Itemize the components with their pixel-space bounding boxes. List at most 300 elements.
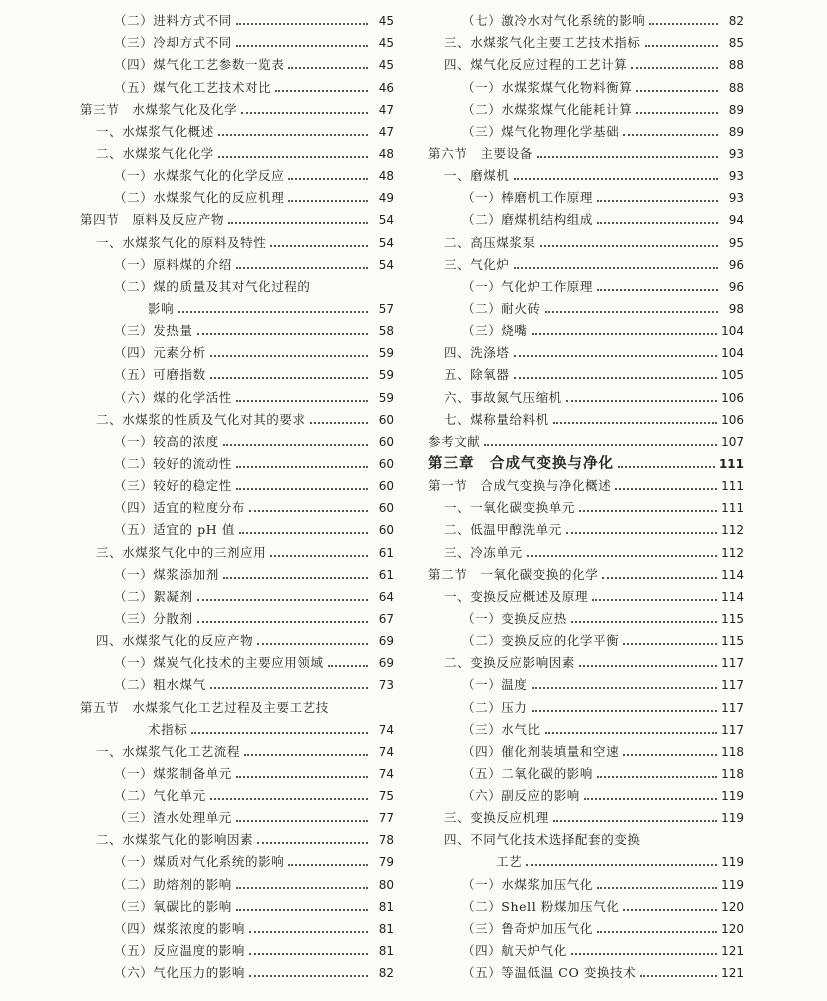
- toc-entry-title: （四）航天炉气化: [462, 943, 567, 959]
- toc-entry-title: （二）絮凝剂: [114, 588, 193, 604]
- dot-leader: [236, 820, 368, 822]
- dot-leader: [597, 887, 717, 889]
- toc-page-number: 61: [378, 545, 394, 560]
- toc-entry-title: （六）副反应的影响: [462, 788, 580, 804]
- toc-page-number: 115: [721, 634, 744, 649]
- toc-page-number: 69: [378, 634, 394, 649]
- dot-leader: [223, 444, 368, 446]
- toc-page-number: 60: [378, 434, 394, 449]
- toc-page-number: 104: [721, 324, 744, 339]
- toc-entry-title: 四、不同气化技术选择配套的变换: [444, 832, 641, 848]
- toc-entry: [80, 272, 394, 294]
- dot-leader: [210, 355, 368, 357]
- toc-entry: [80, 515, 394, 537]
- toc-entry-title: （三）烧嘴: [462, 323, 528, 339]
- toc-entry: [428, 95, 744, 117]
- toc-entry: [80, 537, 394, 559]
- toc-entry-title: （一）煤炭气化技术的主要应用领域: [114, 655, 324, 671]
- dot-leader: [532, 687, 718, 689]
- dot-leader: [623, 909, 717, 911]
- toc-entry-title: （四）催化剂装填量和空速: [462, 743, 620, 759]
- toc-entry-title: （二）水煤浆气化的反应机理: [114, 190, 285, 206]
- toc-entry-title: （二）耐火砖: [462, 300, 541, 316]
- toc-page-number: 94: [728, 213, 744, 228]
- toc-entry: [80, 493, 394, 515]
- toc-entry: [80, 869, 394, 891]
- dot-leader: [249, 953, 368, 955]
- toc-entry: [428, 205, 744, 227]
- toc-page-number: 74: [378, 766, 394, 781]
- toc-entry: [80, 471, 394, 493]
- dot-leader: [288, 67, 368, 69]
- toc-entry-title: （五）反应温度的影响: [114, 943, 246, 959]
- toc-entry-title: 五、除氧器: [444, 367, 510, 383]
- toc-page-number: 78: [378, 833, 394, 848]
- toc-entry: [80, 316, 394, 338]
- toc-entry-title: （二）进料方式不同: [114, 13, 232, 29]
- toc-entry-title: （三）分散剂: [114, 610, 193, 626]
- toc-page-number: 112: [721, 545, 744, 560]
- dot-leader: [553, 820, 717, 822]
- dot-leader: [288, 178, 368, 180]
- toc-entry: [80, 338, 394, 360]
- dot-leader: [236, 466, 368, 468]
- toc-page-number: 119: [721, 789, 744, 804]
- toc-entry-title: （四）煤气化工艺参数一览表: [114, 57, 285, 73]
- toc-page-number: 67: [378, 611, 394, 626]
- dot-leader: [249, 510, 368, 512]
- dot-leader: [615, 488, 717, 490]
- toc-entry-title: 六、事故氮气压缩机: [444, 389, 562, 405]
- toc-entry-title: 第六节 主要设备: [428, 145, 533, 161]
- toc-page-number: 59: [378, 390, 394, 405]
- dot-leader: [602, 577, 717, 579]
- toc-entry-title: 第一节 合成气变换与净化概述: [428, 478, 612, 494]
- toc-page-number: 93: [728, 169, 744, 184]
- toc-entry-title: （二）磨煤机结构组成: [462, 212, 594, 228]
- toc-entry-title: （六）气化压力的影响: [114, 965, 246, 981]
- toc-entry-title: （二）助熔剂的影响: [114, 876, 232, 892]
- toc-entry: [80, 161, 394, 183]
- toc-entry-title: （二）水煤浆煤气化能耗计算: [462, 101, 633, 117]
- toc-entry-title: （二）压力: [462, 699, 528, 715]
- toc-entry-title: （三）渣水处理单元: [114, 810, 232, 826]
- toc-page-number: 54: [378, 235, 394, 250]
- toc-page-number: 89: [728, 102, 744, 117]
- toc-entry-title: 三、水煤浆气化主要工艺技术指标: [444, 35, 641, 51]
- toc-page-number: 57: [378, 301, 394, 316]
- dot-leader: [191, 732, 368, 734]
- toc-entry: [80, 50, 394, 72]
- dot-leader: [527, 555, 717, 557]
- toc-page-number: 60: [378, 412, 394, 427]
- dot-leader: [270, 245, 368, 247]
- toc-entry-title: （三）水气比: [462, 721, 541, 737]
- dot-leader: [288, 200, 368, 202]
- toc-entry-title: （二）较好的流动性: [114, 455, 232, 471]
- toc-entry-title: （三）氧碳比的影响: [114, 898, 232, 914]
- toc-page-number: 45: [378, 14, 394, 29]
- toc-entry-title: （五）可磨指数: [114, 367, 206, 383]
- dot-leader: [584, 798, 717, 800]
- toc-entry: [80, 95, 394, 117]
- toc-entry-title: （七）激冷水对气化系统的影响: [462, 13, 646, 29]
- toc-page-number: 85: [728, 36, 744, 51]
- toc-entry-title: 一、一氧化碳变换单元: [444, 500, 576, 516]
- toc-page-number: 73: [378, 678, 394, 693]
- toc-page-number: 107: [721, 434, 744, 449]
- toc-page-number: 79: [378, 855, 394, 870]
- toc-entry-title: 二、高压煤浆泵: [444, 234, 536, 250]
- toc-entry-title: （一）煤质对气化系统的影响: [114, 854, 285, 870]
- toc-entry: [428, 294, 744, 316]
- toc-entry-title: （四）元素分析: [114, 345, 206, 361]
- dot-leader: [623, 643, 717, 645]
- dot-leader: [645, 45, 718, 47]
- toc-entry: [428, 382, 744, 404]
- dot-leader: [270, 555, 368, 557]
- dot-leader: [218, 156, 368, 158]
- toc-entry: [80, 692, 394, 714]
- toc-entry: [428, 50, 744, 72]
- toc-entry: [80, 892, 394, 914]
- toc-page-number: 121: [721, 944, 744, 959]
- toc-page-number: 54: [378, 213, 394, 228]
- toc-entry-title: 一、水煤浆气化工艺流程: [96, 743, 241, 759]
- toc-page-number: 111: [721, 501, 744, 516]
- toc-entry-title: 第五节 水煤浆气化工艺过程及主要工艺技: [80, 699, 329, 715]
- toc-page-number: 60: [378, 479, 394, 494]
- toc-entry: [80, 737, 394, 759]
- toc-entry: [80, 626, 394, 648]
- toc-entry: [80, 294, 394, 316]
- toc-page-number: 48: [378, 146, 394, 161]
- toc-entry: [428, 338, 744, 360]
- toc-entry-title: 三、气化炉: [444, 256, 510, 272]
- toc-entry: [80, 781, 394, 803]
- toc-entry-title: 工艺: [496, 854, 523, 870]
- toc-entry-title: （一）棒磨机工作原理: [462, 190, 594, 206]
- toc-entry: [428, 139, 744, 161]
- toc-page-number: 96: [728, 279, 744, 294]
- dot-leader: [571, 953, 717, 955]
- toc-entry-title: （三）较好的稳定性: [114, 478, 232, 494]
- toc-entry-title: （四）适宜的粒度分布: [114, 500, 246, 516]
- toc-entry-title: （二）Shell 粉煤加压气化: [462, 898, 620, 914]
- toc-entry-title: （二）气化单元: [114, 788, 206, 804]
- toc-page-number: 98: [728, 301, 744, 316]
- toc-entry: [428, 869, 744, 891]
- dot-leader: [236, 23, 368, 25]
- toc-entry-title: （一）煤浆制备单元: [114, 765, 232, 781]
- toc-entry: [428, 493, 744, 515]
- toc-entry-title: 二、低温甲醇洗单元: [444, 522, 562, 538]
- dot-leader: [249, 975, 368, 977]
- toc-page-number: 96: [728, 257, 744, 272]
- dot-leader: [514, 267, 718, 269]
- toc-page-number: 81: [378, 921, 394, 936]
- toc-entry-title: （一）原料煤的介绍: [114, 256, 232, 272]
- toc-entry-title: 一、水煤浆气化的原料及特性: [96, 234, 267, 250]
- toc-page-number: 117: [721, 678, 744, 693]
- toc-page-number: 61: [378, 567, 394, 582]
- toc-page-number: 105: [721, 368, 744, 383]
- toc-page-number: 117: [721, 656, 744, 671]
- toc-entry: [80, 360, 394, 382]
- toc-entry: [428, 250, 744, 272]
- toc-entry: [428, 6, 744, 28]
- dot-leader: [597, 200, 718, 202]
- dot-leader: [223, 577, 368, 579]
- toc-entry-title: （二）变换反应的化学平衡: [462, 633, 620, 649]
- toc-page-number: 106: [721, 412, 744, 427]
- toc-entry-title: 四、水煤浆气化的反应产物: [96, 633, 254, 649]
- dot-leader: [210, 798, 368, 800]
- toc-page-number: 114: [721, 589, 744, 604]
- toc-entry-title: （四）煤浆浓度的影响: [114, 920, 246, 936]
- toc-entry-title: （一）水煤浆煤气化物料衡算: [462, 79, 633, 95]
- toc-entry: [428, 537, 744, 559]
- toc-entry-title: （五）等温低温 CO 变换技术: [462, 965, 637, 981]
- toc-entry-title: （六）煤的化学活性: [114, 389, 232, 405]
- dot-leader: [532, 710, 718, 712]
- dot-leader: [597, 289, 718, 291]
- toc-entry-title: 一、水煤浆气化概述: [96, 123, 214, 139]
- dot-leader: [178, 311, 368, 313]
- dot-leader: [197, 333, 368, 335]
- dot-leader: [257, 643, 368, 645]
- toc-entry-title: 四、煤气化反应过程的工艺计算: [444, 57, 628, 73]
- toc-entry-title: 第三节 水煤浆气化及化学: [80, 101, 238, 117]
- toc-page-number: 64: [378, 589, 394, 604]
- toc-entry: [80, 28, 394, 50]
- toc-entry: [428, 72, 744, 94]
- toc-entry-title: （五）二氧化碳的影响: [462, 765, 594, 781]
- dot-leader: [310, 422, 368, 424]
- toc-entry: [80, 958, 394, 980]
- dot-leader: [197, 621, 368, 623]
- toc-entry: [428, 427, 744, 449]
- toc-page-number: 118: [721, 766, 744, 781]
- dot-leader: [640, 975, 717, 977]
- dot-leader: [623, 134, 718, 136]
- toc-page-number: 58: [378, 324, 394, 339]
- toc-entry: [80, 139, 394, 161]
- toc-entry-title: （一）温度: [462, 677, 528, 693]
- toc-page-number: 48: [378, 169, 394, 184]
- toc-entry: [428, 117, 744, 139]
- toc-page-number: 81: [378, 944, 394, 959]
- dot-leader: [553, 422, 717, 424]
- toc-entry: [80, 427, 394, 449]
- toc-entry-title: 第二节 一氧化碳变换的化学: [428, 566, 599, 582]
- toc-page-number: 119: [721, 855, 744, 870]
- toc-entry-title: （一）较高的浓度: [114, 433, 219, 449]
- toc-page-number: 111: [718, 456, 744, 471]
- toc-entry: [428, 405, 744, 427]
- toc-entry-title: 七、煤称量给料机: [444, 411, 549, 427]
- dot-leader: [566, 400, 717, 402]
- toc-entry-title: 二、水煤浆气化的影响因素: [96, 832, 254, 848]
- toc-entry: [80, 604, 394, 626]
- toc-entry-title: （二）粗水煤气: [114, 677, 206, 693]
- dot-leader: [244, 754, 368, 756]
- toc-entry-title: 二、水煤浆的性质及气化对其的要求: [96, 411, 306, 427]
- toc-page-number: 77: [378, 811, 394, 826]
- dot-leader: [636, 112, 718, 114]
- toc-page-number: 69: [378, 656, 394, 671]
- toc-entry: [80, 205, 394, 227]
- dot-leader: [540, 245, 718, 247]
- toc-page-number: 121: [721, 966, 744, 981]
- toc-entry-title: 术指标: [148, 721, 188, 737]
- toc-entry-title: 三、冷冻单元: [444, 544, 523, 560]
- dot-leader: [275, 90, 368, 92]
- toc-entry: [80, 582, 394, 604]
- toc-entry-title: 三、水煤浆气化中的三剂应用: [96, 544, 267, 560]
- toc-entry: [428, 515, 744, 537]
- dot-leader: [571, 621, 717, 623]
- toc-page-number: 81: [378, 899, 394, 914]
- toc-entry: [428, 958, 744, 980]
- toc-page-number: 47: [378, 102, 394, 117]
- toc-entry-title: （五）煤气化工艺技术对比: [114, 79, 272, 95]
- toc-page-number: 117: [721, 722, 744, 737]
- toc-entry: [428, 604, 744, 626]
- toc-page-number: 115: [721, 611, 744, 626]
- toc-page-number: 47: [378, 124, 394, 139]
- toc-entry: [80, 6, 394, 28]
- dot-leader: [210, 377, 368, 379]
- toc-entry: [428, 360, 744, 382]
- toc-entry-title: （一）变换反应热: [462, 610, 567, 626]
- toc-entry: [428, 648, 744, 670]
- dot-leader: [218, 134, 368, 136]
- toc-entry: [428, 316, 744, 338]
- toc-entry-title: 一、变换反应概述及原理: [444, 588, 589, 604]
- dot-leader: [288, 864, 368, 866]
- toc-left-column: [80, 6, 394, 980]
- toc-page-number: 80: [378, 877, 394, 892]
- toc-entry: [428, 914, 744, 936]
- toc-page-number: 82: [378, 966, 394, 981]
- toc-page-number: 60: [378, 456, 394, 471]
- toc-entry: [428, 692, 744, 714]
- toc-page-number: 49: [378, 191, 394, 206]
- toc-entry: [80, 449, 394, 471]
- dot-leader: [197, 599, 368, 601]
- dot-leader: [623, 754, 717, 756]
- toc-entry-title: （三）冷却方式不同: [114, 35, 232, 51]
- toc-entry: [428, 737, 744, 759]
- toc-entry-title: （三）鲁奇炉加压气化: [462, 920, 594, 936]
- toc-entry: [80, 183, 394, 205]
- dot-leader: [236, 909, 368, 911]
- dot-leader: [236, 887, 368, 889]
- toc-page-number: 54: [378, 257, 394, 272]
- toc-entry: [80, 648, 394, 670]
- toc-page-number: 74: [378, 722, 394, 737]
- dot-leader: [236, 400, 368, 402]
- toc-page-number: 60: [378, 523, 394, 538]
- toc-page-number: 60: [378, 501, 394, 516]
- toc-entry-title: （二）煤的质量及其对气化过程的: [114, 278, 311, 294]
- toc-right-column: [428, 6, 744, 980]
- toc-entry: [428, 183, 744, 205]
- toc-entry: [428, 847, 744, 869]
- dot-leader: [545, 311, 718, 313]
- toc-page-number: 114: [721, 567, 744, 582]
- toc-entry: [428, 803, 744, 825]
- toc-entry: [428, 471, 744, 493]
- toc-page-number: 45: [378, 58, 394, 73]
- toc-entry: [80, 560, 394, 582]
- dot-leader: [636, 90, 718, 92]
- toc-entry-title: （一）气化炉工作原理: [462, 278, 594, 294]
- toc-page-number: 82: [728, 14, 744, 29]
- dot-leader: [579, 665, 717, 667]
- toc-page-number: 75: [378, 789, 394, 804]
- dot-leader: [579, 510, 717, 512]
- toc-entry: [80, 847, 394, 869]
- toc-entry-title: （五）适宜的 pH 值: [114, 522, 235, 538]
- toc-entry-title: （一）水煤浆加压气化: [462, 876, 594, 892]
- dot-leader: [228, 222, 368, 224]
- dot-leader: [514, 355, 718, 357]
- toc-entry: [428, 715, 744, 737]
- toc-entry-title: 三、变换反应机理: [444, 810, 549, 826]
- toc-page-number: 59: [378, 368, 394, 383]
- toc-entry: [80, 670, 394, 692]
- toc-entry: [428, 582, 744, 604]
- toc-entry: [428, 825, 744, 847]
- dot-leader: [597, 222, 718, 224]
- dot-leader: [236, 776, 368, 778]
- toc-entry: [80, 227, 394, 249]
- toc-entry: [80, 803, 394, 825]
- dot-leader: [566, 532, 717, 534]
- toc-entry: [428, 227, 744, 249]
- toc-page-number: 88: [728, 80, 744, 95]
- toc-entry-title: 第三章 合成气变换与净化: [428, 454, 614, 472]
- dot-leader: [210, 687, 368, 689]
- dot-leader: [257, 842, 368, 844]
- dot-leader: [526, 864, 717, 866]
- toc-page-number: 112: [721, 523, 744, 538]
- toc-page-number: 93: [728, 146, 744, 161]
- dot-leader: [532, 333, 718, 335]
- toc-entry-title: 一、磨煤机: [444, 168, 510, 184]
- toc-page-number: 118: [721, 744, 744, 759]
- dot-leader: [484, 444, 717, 446]
- toc-entry: [428, 781, 744, 803]
- dot-leader: [514, 377, 718, 379]
- toc-page-number: 46: [378, 80, 394, 95]
- toc-page-number: 74: [378, 744, 394, 759]
- toc-page-number: 95: [728, 235, 744, 250]
- toc-entry: [80, 914, 394, 936]
- dot-leader: [236, 267, 368, 269]
- toc-entry: [80, 117, 394, 139]
- dot-leader: [328, 665, 368, 667]
- toc-page-number: 89: [728, 124, 744, 139]
- dot-leader: [592, 599, 717, 601]
- toc-entry: [80, 825, 394, 847]
- toc-entry: [428, 560, 744, 582]
- toc-page-number: 117: [721, 700, 744, 715]
- toc-entry-title: 参考文献: [428, 433, 481, 449]
- toc-entry: [428, 626, 744, 648]
